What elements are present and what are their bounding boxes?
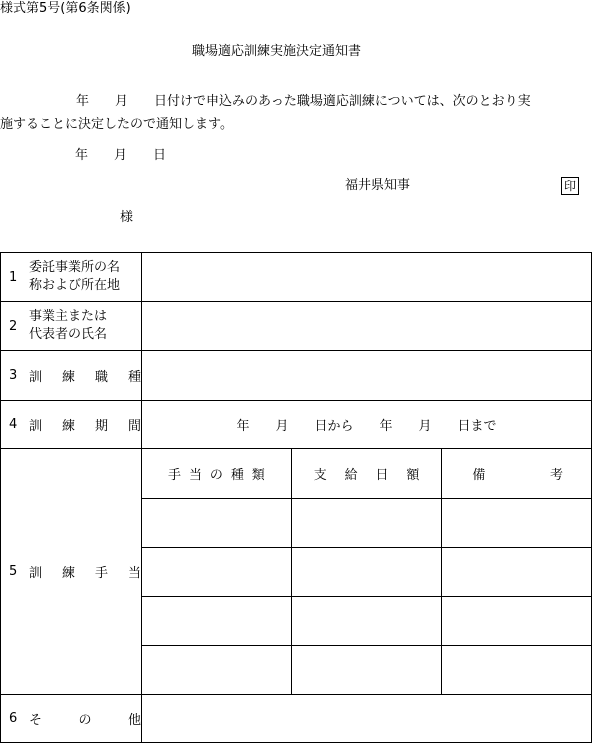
allowance-type-cell[interactable] <box>142 499 292 548</box>
addressee-suffix: 様 <box>120 210 134 225</box>
body-text-line1: 年 月 日付けで申込みのあった職場適応訓練については、次のとおり実 <box>76 94 531 109</box>
remarks-cell[interactable] <box>442 646 592 695</box>
daily-amount-cell[interactable] <box>291 548 442 597</box>
row-6-value[interactable] <box>142 695 592 743</box>
row-5-label: 5 訓 練 手 当 <box>1 449 142 695</box>
allowance-type-cell[interactable] <box>142 548 292 597</box>
training-period-value[interactable]: 年 月 日から 年 月 日まで <box>142 401 592 449</box>
allowance-type-header: 手 当 の 種 類 <box>142 449 292 499</box>
remarks-cell[interactable] <box>442 597 592 646</box>
daily-amount-header: 支 給 日 額 <box>291 449 442 499</box>
details-table <box>0 252 592 743</box>
remarks-cell[interactable] <box>442 548 592 597</box>
issue-date: 年 月 日 <box>75 148 167 163</box>
daily-amount-cell[interactable] <box>291 646 442 695</box>
remarks-cell[interactable] <box>442 499 592 548</box>
daily-amount-cell[interactable] <box>291 499 442 548</box>
row-2-value[interactable] <box>142 302 592 351</box>
issuer-name: 福井県知事 <box>345 178 411 193</box>
document-title: 職場適応訓練実施決定通知書 <box>192 44 362 59</box>
row-6-label: 6 そ の 他 <box>1 695 142 743</box>
allowance-type-cell[interactable] <box>142 597 292 646</box>
form-number: 様式第5号(第6条関係) <box>0 1 131 16</box>
row-3-value[interactable] <box>142 351 592 401</box>
body-text-line2: 施することに決定したので通知します。 <box>0 117 233 132</box>
seal-mark: 印 <box>561 177 579 195</box>
row-4-label: 4 訓 練 期 間 <box>1 401 142 449</box>
row-1-label: 1 委託事業所の名 称および所在地 <box>1 253 142 302</box>
row-1-value[interactable] <box>142 253 592 302</box>
allowance-type-cell[interactable] <box>142 646 292 695</box>
daily-amount-cell[interactable] <box>291 597 442 646</box>
row-3-label: 3 訓 練 職 種 <box>1 351 142 401</box>
row-2-label: 2 事業主または 代表者の氏名 <box>1 302 142 351</box>
remarks-header: 備 考 <box>442 449 592 499</box>
